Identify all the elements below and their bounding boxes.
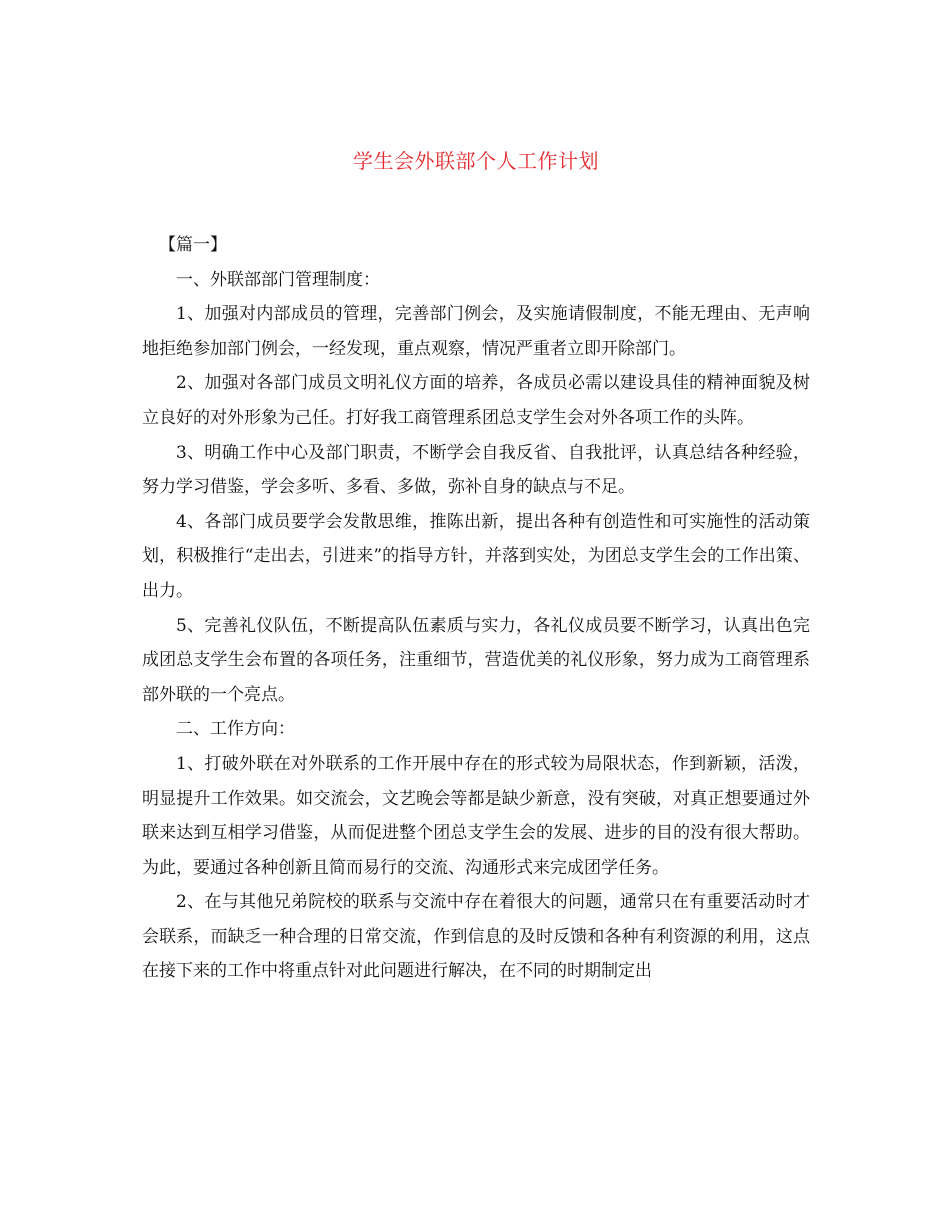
paragraph: 3、明确工作中心及部门职责，不断学会自我反省、自我批评，认真总结各种经验，努力学习借鉴，学会多听、多看、多做，弥补自身的缺点与不足。 xyxy=(142,442,810,498)
heading-direction: 二、工作方向： xyxy=(176,719,295,740)
paragraph: 4、各部门成员要学会发散思维，推陈出新，提出各种有创造性和可实施性的活动策划，积极推行“走出去，引进来”的指导方针，并落到实处，为团总支学生会的工作出策、出力。 xyxy=(142,511,810,601)
paragraph: 2、加强对各部门成员文明礼仪方面的培养，各成员必需以建设具佳的精神面貌及树立良好的对外形象为己任。打好我工商管理系团总支学生会对外各项工作的头阵。 xyxy=(142,373,810,428)
heading-management: 一、外联部部门管理制度： xyxy=(176,269,380,290)
document-body xyxy=(142,228,810,989)
paragraph: 2、在与其他兄弟院校的联系与交流中存在着很大的问题，通常只在有重要活动时才会联系，而缺乏一种合理的日常交流，作到信息的及时反馈和各种有利资源的利用，这点在接下来的工作中将重点针对此问题进行解决，在不同的时期制定出 xyxy=(142,892,810,982)
paragraph: 5、完善礼仪队伍，不断提高队伍素质与实力，各礼仪成员要不断学习，认真出色完成团总支学生会布置的各项任务，注重细节，营造优美的礼仪形象，努力成为工商管理系部外联的一个亮点。 xyxy=(142,615,810,705)
paragraph: 1、加强对内部成员的管理，完善部门例会，及实施请假制度，不能无理由、无声响地拒绝参加部门例会，一经发现，重点观察，情况严重者立即开除部门。 xyxy=(142,304,810,359)
document-title: 学生会外联部个人工作计划 xyxy=(353,149,599,173)
section-label: 【篇一】 xyxy=(159,235,227,255)
paragraph: 1、打破外联在对外联系的工作开展中存在的形式较为局限状态，作到新颖，活泼，明显提升工作效果。如交流会，文艺晚会等都是缺少新意，没有突破，对真正想要通过外联来达到互相学习借鉴，从而促进整个团总支学生会的发展、进步的目的没有很大帮助。为此，要通过各种创新且简而易行的交流、沟通形式来完成团学任务。 xyxy=(142,753,810,878)
